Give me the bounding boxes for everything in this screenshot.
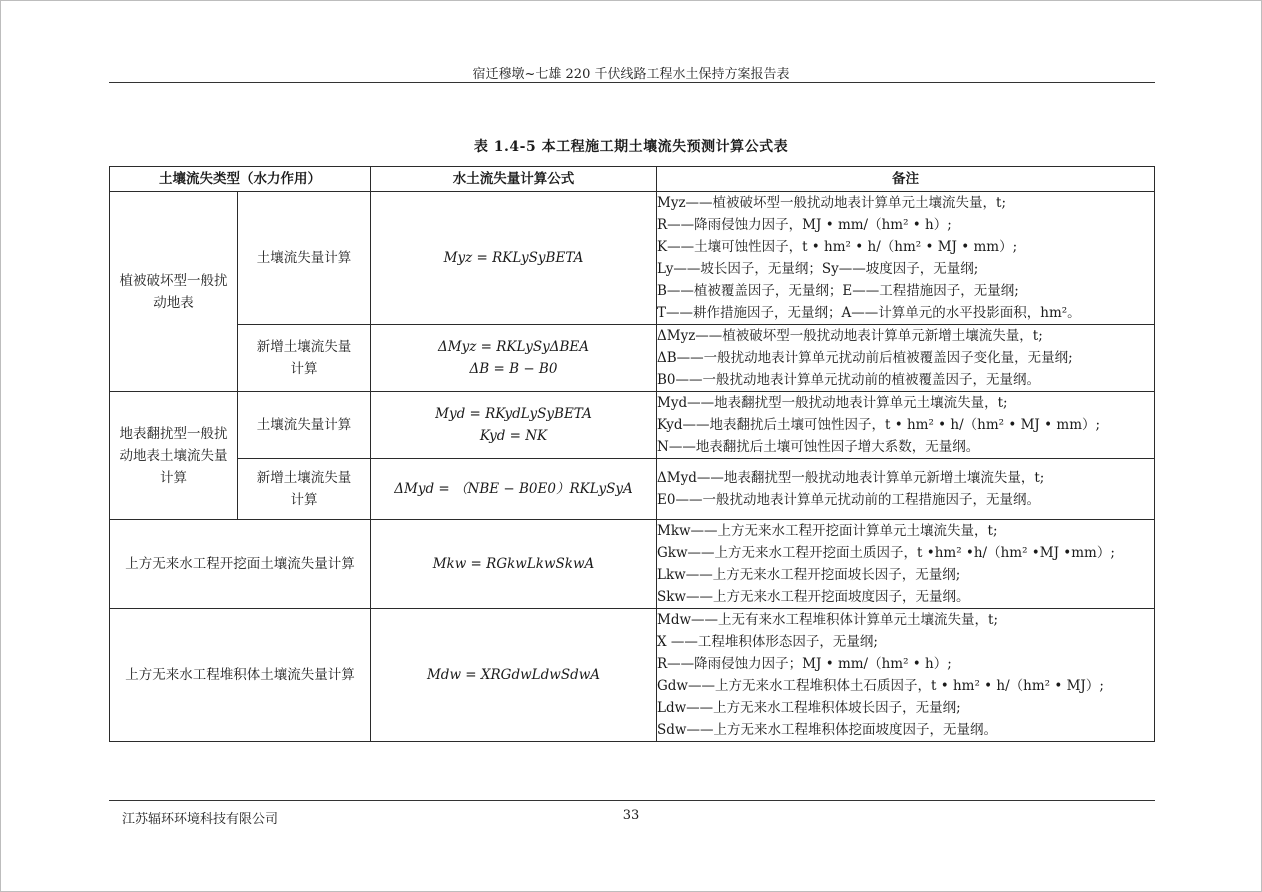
group-cell xyxy=(110,609,371,742)
notes-cell xyxy=(657,392,1155,459)
sub-type-label: 土壤流失量计算 xyxy=(256,417,352,433)
formula-line: Myd = RKydLySyBETA xyxy=(435,406,592,422)
formula-cell xyxy=(371,392,657,459)
formula-line: ΔMyd = （NBE − B0E0）RKLySyA xyxy=(394,481,633,497)
note-line: Lkw——上方无来水工程开挖面坡长因子，无量纲; xyxy=(657,567,961,583)
group-cell xyxy=(110,520,371,609)
header-type: 土壤流失类型（水力作用） xyxy=(110,167,371,192)
page-number: 33 xyxy=(622,808,640,823)
formula-cell xyxy=(371,325,657,392)
group-cell xyxy=(110,192,238,392)
header-notes: 备注 xyxy=(657,167,1155,192)
formula-cell xyxy=(371,459,657,520)
header-rule xyxy=(109,82,1155,83)
formula-line: Mdw = XRGdwLdwSdwA xyxy=(426,667,601,683)
notes-cell xyxy=(657,459,1155,520)
notes-cell xyxy=(657,325,1155,392)
footer-rule xyxy=(109,800,1155,801)
note-line: N——地表翻扰后土壤可蚀性因子增大系数，无量纲。 xyxy=(657,439,980,455)
table-row xyxy=(110,392,1155,459)
formula-line: Myz = RKLySyBETA xyxy=(443,250,584,266)
table-row xyxy=(110,192,1155,325)
note-line: ΔB——一般扰动地表计算单元扰动前后植被覆盖因子变化量，无量纲; xyxy=(657,350,1073,366)
note-line: Gdw——上方无来水工程堆积体土石质因子，t • hm² • h/（hm² • MJ）; xyxy=(657,678,1104,694)
formula-cell xyxy=(371,520,657,609)
note-line: Gkw——上方无来水工程开挖面土质因子，t •hm² •h/（hm² •MJ •mm）; xyxy=(657,545,1115,561)
note-line: Kyd——地表翻扰后土壤可蚀性因子，t • hm² • h/（hm² • MJ • mm）; xyxy=(657,417,1101,433)
note-line: E0——一般扰动地表计算单元扰动前的工程措施因子，无量纲。 xyxy=(657,492,1040,508)
notes-cell xyxy=(657,520,1155,609)
note-line: Myz——植被破坏型一般扰动地表计算单元土壤流失量，t; xyxy=(657,195,1007,211)
sub-type-cell xyxy=(238,192,371,325)
sub-type-cell xyxy=(238,392,371,459)
note-line: Sdw——上方无来水工程堆积体挖面坡度因子，无量纲。 xyxy=(657,722,997,738)
note-line: Mkw——上方无来水工程开挖面计算单元土壤流失量，t; xyxy=(657,523,998,539)
note-line: Myd——地表翻扰型一般扰动地表计算单元土壤流失量，t; xyxy=(657,395,1008,411)
group-label: 地表翻扰型一般扰动地表土壤流失量计算 xyxy=(119,425,228,486)
note-line: T——耕作措施因子，无量纲；A——计算单元的水平投影面积，hm²。 xyxy=(657,305,1081,321)
group-label: 植被破坏型一般扰动地表 xyxy=(119,272,228,311)
note-line: ΔMyz——植被破坏型一般扰动地表计算单元新增土壤流失量，t; xyxy=(657,328,1043,344)
note-line: X ——工程堆积体形态因子，无量纲; xyxy=(657,634,878,650)
sub-type-cell xyxy=(238,459,371,520)
page-header-title: 宿迁穆墩~七雄 220 千伏线路工程水土保持方案报告表 xyxy=(472,67,790,82)
formula-table xyxy=(109,166,1155,742)
group-label: 上方无来水工程开挖面土壤流失量计算 xyxy=(125,556,355,572)
formula-cell xyxy=(371,609,657,742)
formula-cell xyxy=(371,192,657,325)
formula-line: Mkw = RGkwLkwSkwA xyxy=(432,556,595,572)
sub-type-label: 新增土壤流失量计算 xyxy=(256,470,352,508)
formula-line: Kyd = NK xyxy=(479,428,548,444)
table-row xyxy=(110,459,1155,520)
group-cell xyxy=(110,392,238,520)
sub-type-label: 新增土壤流失量计算 xyxy=(256,339,352,377)
note-line: Ly——坡长因子，无量纲；Sy——坡度因子，无量纲; xyxy=(657,261,979,277)
note-line: B——植被覆盖因子，无量纲；E——工程措施因子，无量纲; xyxy=(657,283,1019,299)
table-row xyxy=(110,325,1155,392)
notes-cell xyxy=(657,609,1155,742)
sub-type-label: 土壤流失量计算 xyxy=(256,250,352,266)
note-line: Ldw——上方无来水工程堆积体坡长因子，无量纲; xyxy=(657,700,961,716)
header-formula: 水土流失量计算公式 xyxy=(371,167,657,192)
sub-type-cell xyxy=(238,325,371,392)
note-line: R——降雨侵蚀力因子，MJ • mm/（hm² • h）; xyxy=(657,217,952,233)
footer-company: 江苏辐环环境科技有限公司 xyxy=(122,812,279,827)
note-line: Mdw——上无有来水工程堆积体计算单元土壤流失量，t; xyxy=(657,612,998,628)
note-line: Skw——上方无来水工程开挖面坡度因子，无量纲。 xyxy=(657,589,970,605)
table-caption: 表 1.4-5 本工程施工期土壤流失预测计算公式表 xyxy=(473,139,789,155)
table-row xyxy=(110,609,1155,742)
note-line: R——降雨侵蚀力因子；MJ • mm/（hm² • h）; xyxy=(657,656,952,672)
group-label: 上方无来水工程堆积体土壤流失量计算 xyxy=(125,667,355,683)
table-header-row xyxy=(110,167,1155,192)
note-line: B0——一般扰动地表计算单元扰动前的植被覆盖因子，无量纲。 xyxy=(657,372,1041,388)
note-line: ΔMyd——地表翻扰型一般扰动地表计算单元新增土壤流失量，t; xyxy=(657,470,1045,486)
note-line: K——土壤可蚀性因子，t • hm² • h/（hm² • MJ • mm）; xyxy=(657,239,1018,255)
formula-line: ΔB = B − B0 xyxy=(469,361,558,377)
table-row xyxy=(110,520,1155,609)
notes-cell xyxy=(657,192,1155,325)
formula-line: ΔMyz = RKLySyΔBEA xyxy=(438,339,589,355)
